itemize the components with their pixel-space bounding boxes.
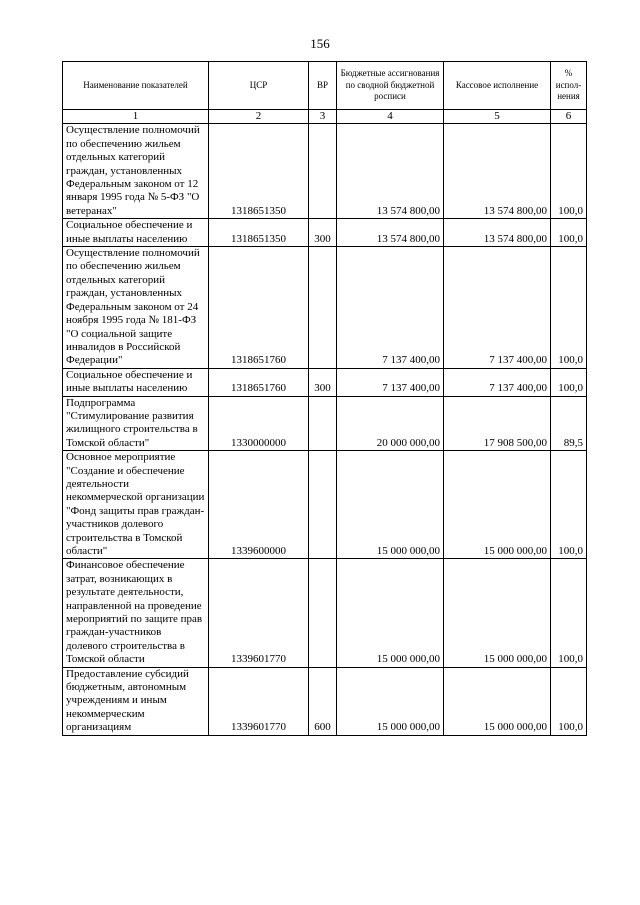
row-vr [309,451,337,559]
header-cash: Кассовое исполнение [444,62,551,110]
row-pct: 89,5 [551,396,587,451]
row-budget: 15 000 000,00 [337,451,444,559]
column-number: 1 [63,110,209,124]
column-number-row [63,110,587,124]
row-name: Подпрограмма "Стимулирование развития жилищного строительства в Томской области" [63,396,209,451]
row-csr: 1318651760 [209,368,309,396]
row-cash: 17 908 500,00 [444,396,551,451]
row-csr: 1318651350 [209,219,309,247]
row-cash: 7 137 400,00 [444,247,551,369]
column-number: 6 [551,110,587,124]
row-name: Предоставление субсидий бюджетным, автономным учреждениям и иным некоммерческим организациям [63,667,209,735]
row-pct: 100,0 [551,451,587,559]
header-budget: Бюджетные ассигнования по сводной бюджетной росписи [337,62,444,110]
row-vr [309,247,337,369]
row-budget: 20 000 000,00 [337,396,444,451]
table-row [63,559,587,667]
budget-execution-table [62,61,587,736]
header-name: Наименование показателей [63,62,209,110]
row-budget: 7 137 400,00 [337,247,444,369]
table-header-row [63,62,587,110]
table-row [63,368,587,396]
row-name: Социальное обеспечение и иные выплаты населению [63,219,209,247]
row-budget: 13 574 800,00 [337,124,444,219]
column-number: 4 [337,110,444,124]
header-csr: ЦСР [209,62,309,110]
row-vr [309,396,337,451]
table-row [63,451,587,559]
row-vr: 600 [309,667,337,735]
row-csr: 1339601770 [209,667,309,735]
row-budget: 7 137 400,00 [337,368,444,396]
row-name: Основное мероприятие "Создание и обеспечение деятельности некоммерческой организации "Фонд защиты прав граждан-участников долевого строительства в Томской области" [63,451,209,559]
row-vr [309,124,337,219]
row-name: Осуществление полномочий по обеспечению жильем отдельных категорий граждан, установленных Федеральным законом от 24 ноября 1995 года № 181-ФЗ "О социальной защите инвалидов в Российской Федерации" [63,247,209,369]
row-csr: 1318651350 [209,124,309,219]
row-pct: 100,0 [551,559,587,667]
row-csr: 1318651760 [209,247,309,369]
row-budget: 15 000 000,00 [337,559,444,667]
row-pct: 100,0 [551,219,587,247]
row-name: Осуществление полномочий по обеспечению жильем отдельных категорий граждан, установленных Федеральным законом от 12 января 1995 года № 5-ФЗ "О ветеранах" [63,124,209,219]
table-row [63,247,587,369]
row-pct: 100,0 [551,247,587,369]
table-row [63,396,587,451]
row-vr: 300 [309,219,337,247]
row-csr: 1330000000 [209,396,309,451]
row-vr: 300 [309,368,337,396]
header-vr: ВР [309,62,337,110]
row-pct: 100,0 [551,368,587,396]
row-pct: 100,0 [551,667,587,735]
column-number: 2 [209,110,309,124]
row-cash: 7 137 400,00 [444,368,551,396]
header-pct: % испол-нения [551,62,587,110]
row-pct: 100,0 [551,124,587,219]
row-budget: 15 000 000,00 [337,667,444,735]
table-row [63,124,587,219]
table-row [63,667,587,735]
row-budget: 13 574 800,00 [337,219,444,247]
row-cash: 13 574 800,00 [444,124,551,219]
row-cash: 13 574 800,00 [444,219,551,247]
row-name: Финансовое обеспечение затрат, возникающих в результате деятельности, направленной на проведение мероприятий по защите прав граждан-участников долевого строительства в Томской области [63,559,209,667]
row-cash: 15 000 000,00 [444,451,551,559]
row-csr: 1339600000 [209,451,309,559]
row-name: Социальное обеспечение и иные выплаты населению [63,368,209,396]
row-csr: 1339601770 [209,559,309,667]
table-row [63,219,587,247]
row-vr [309,559,337,667]
column-number: 3 [309,110,337,124]
column-number: 5 [444,110,551,124]
row-cash: 15 000 000,00 [444,667,551,735]
page-number: 156 [310,36,330,51]
row-cash: 15 000 000,00 [444,559,551,667]
